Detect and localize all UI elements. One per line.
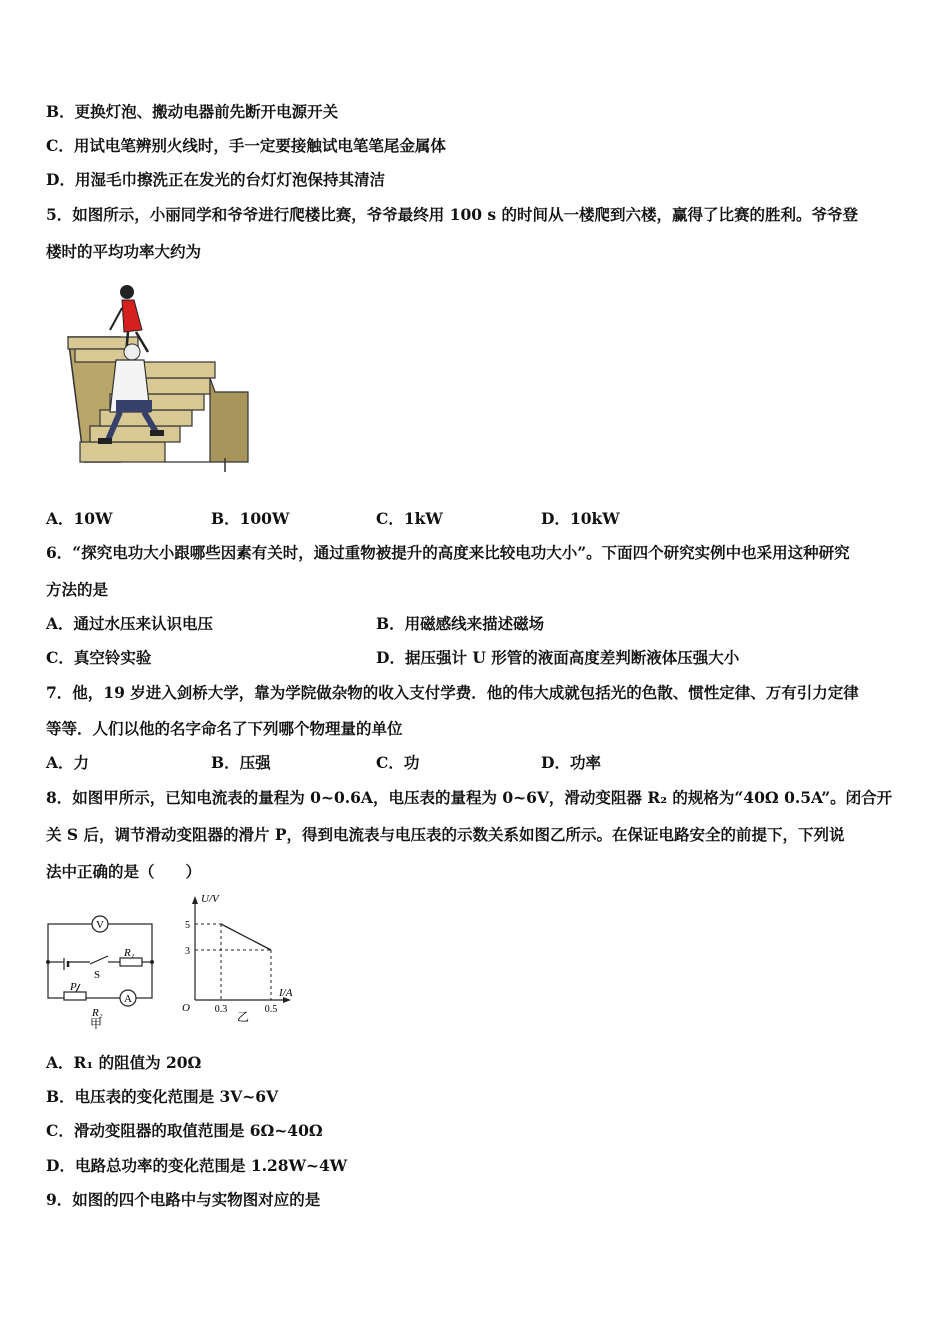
graph-origin: O bbox=[182, 1002, 190, 1014]
q7-stem-line1: 7．他，19 岁进入剑桥大学，靠为学院做杂物的收入支付学费．他的伟大成就包括光的色散、惯性定律、万有引力定律 bbox=[46, 683, 859, 702]
voltmeter-label: V bbox=[96, 919, 104, 931]
q7-stem-line2: 等等．人们以他的名字命名了下列哪个物理量的单位 bbox=[46, 719, 403, 738]
graph-y-tick-5: 5 bbox=[185, 920, 190, 931]
graph-caption: 乙 bbox=[236, 1010, 250, 1024]
graph-y-label: U/V bbox=[201, 893, 219, 905]
stair-climbing-illustration bbox=[60, 282, 250, 474]
q5-option-b: B．100W bbox=[211, 509, 290, 528]
q8-option-c: C．滑动变阻器的取值范围是 6Ω~40Ω bbox=[46, 1121, 323, 1140]
q8-stem-line3: 法中正确的是（ ） bbox=[46, 862, 202, 881]
q7-option-a: A．力 bbox=[46, 753, 90, 772]
q5-stem-line1: 5．如图所示，小丽同学和爷爷进行爬楼比赛，爷爷最终用 100 s 的时间从一楼爬到六楼，赢得了比赛的胜利。爷爷登 bbox=[46, 205, 859, 224]
q6-option-d: D．据压强计 U 形管的液面高度差判断液体压强大小 bbox=[376, 648, 740, 667]
q7-option-b: B．压强 bbox=[211, 753, 271, 772]
q8-stem-line2: 关 S 后，调节滑动变阻器的滑片 P，得到电流表与电压表的示数关系如图乙所示。在保证电路安全的前提下，下列说 bbox=[46, 825, 845, 844]
r2-label: R₂ bbox=[92, 1007, 103, 1019]
q8-stem-line1: 8．如图甲所示，已知电流表的量程为 0~0.6A，电压表的量程为 0~6V，滑动变阻器 R₂ 的规格为“40Ω 0.5A”。闭合开 bbox=[46, 788, 893, 807]
r1-label: R₁ bbox=[124, 947, 135, 959]
q8-option-a: A．R₁ 的阻值为 20Ω bbox=[46, 1053, 202, 1072]
circuit-caption: 甲 bbox=[89, 1017, 103, 1031]
ammeter-label: A bbox=[124, 993, 132, 1005]
switch-label: S bbox=[94, 969, 101, 981]
circuit-diagram bbox=[40, 906, 165, 1031]
q6-option-c: C．真空铃实验 bbox=[46, 648, 152, 667]
slider-label: P bbox=[70, 981, 77, 993]
q5-stem-line2: 楼时的平均功率大约为 bbox=[46, 242, 202, 261]
q4-option-d: D．用湿毛巾擦洗正在发光的台灯灯泡保持其清洁 bbox=[46, 170, 385, 189]
q5-option-a: A．10W bbox=[46, 509, 113, 528]
q5-option-c: C．1kW bbox=[376, 509, 443, 528]
q6-stem-line1: 6．“探究电功大小跟哪些因素有关时，通过重物被提升的高度来比较电功大小”。下面四个研究实例中也采用这种研究 bbox=[46, 543, 850, 562]
q6-stem-line2: 方法的是 bbox=[46, 580, 109, 599]
q6-option-a: A．通过水压来认识电压 bbox=[46, 614, 214, 633]
graph-x-label: I/A bbox=[279, 987, 293, 999]
q4-option-c: C．用试电笔辨别火线时，手一定要接触试电笔笔尾金属体 bbox=[46, 136, 446, 155]
q8-option-d: D．电路总功率的变化范围是 1.28W~4W bbox=[46, 1156, 348, 1175]
graph-x-tick-0.3: 0.3 bbox=[214, 1004, 228, 1015]
q6-option-b: B．用磁感线来描述磁场 bbox=[376, 614, 545, 633]
q9-stem-line1: 9．如图的四个电路中与实物图对应的是 bbox=[46, 1190, 321, 1209]
q5-option-d: D．10kW bbox=[541, 509, 620, 528]
graph-y-tick-3: 3 bbox=[185, 946, 190, 957]
q7-option-c: C．功 bbox=[376, 753, 420, 772]
q4-option-b: B．更换灯泡、搬动电器前先断开电源开关 bbox=[46, 102, 339, 121]
q8-option-b: B．电压表的变化范围是 3V~6V bbox=[46, 1087, 279, 1106]
graph-x-tick-0.5: 0.5 bbox=[264, 1004, 278, 1015]
q7-option-d: D．功率 bbox=[541, 753, 601, 772]
voltage-current-graph bbox=[175, 888, 305, 1031]
